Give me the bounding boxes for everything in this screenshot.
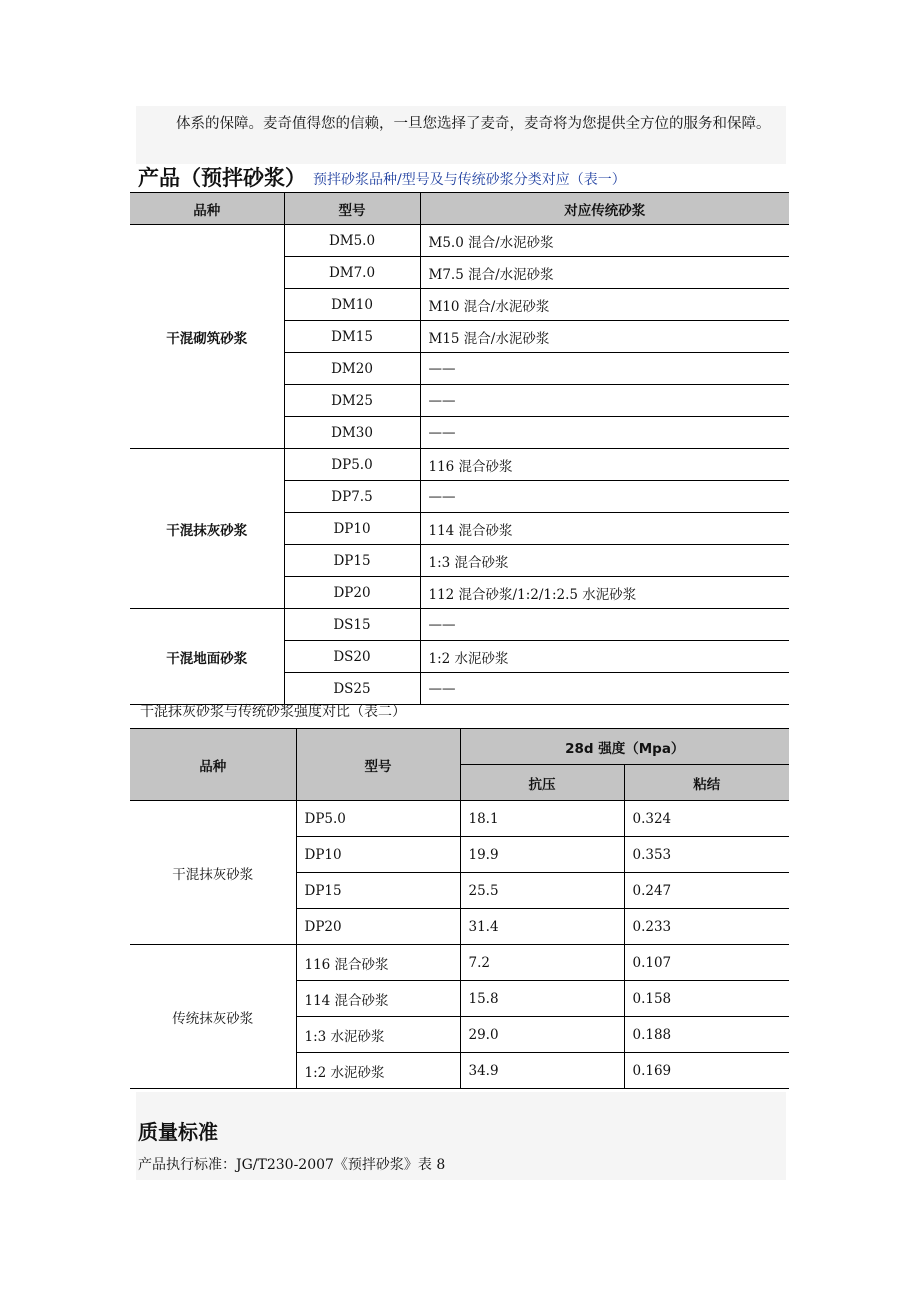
table-row bbox=[130, 801, 789, 837]
category-cell: 干混抹灰砂浆 bbox=[130, 801, 296, 945]
traditional-cell: M10 混合/水泥砂浆 bbox=[420, 289, 789, 321]
table-header-row bbox=[130, 193, 789, 225]
table-row bbox=[130, 449, 789, 481]
compressive-cell: 29.0 bbox=[460, 1017, 624, 1053]
code-cell: DM7.0 bbox=[284, 257, 420, 289]
code-cell: DP15 bbox=[284, 545, 420, 577]
table1-caption: 预拌砂浆品种/型号及与传统砂浆分类对应（表一） bbox=[313, 172, 626, 188]
code-cell: DS15 bbox=[284, 609, 420, 641]
model-cell: 114 混合砂浆 bbox=[296, 981, 460, 1017]
code-cell: DP20 bbox=[284, 577, 420, 609]
code-cell: DM30 bbox=[284, 417, 420, 449]
code-cell: DM5.0 bbox=[284, 225, 420, 257]
compressive-cell: 31.4 bbox=[460, 909, 624, 945]
bond-cell: 0.158 bbox=[624, 981, 789, 1017]
quality-heading: 质量标准 bbox=[138, 1120, 218, 1144]
compressive-cell: 19.9 bbox=[460, 837, 624, 873]
code-cell: DM25 bbox=[284, 385, 420, 417]
bond-cell: 0.107 bbox=[624, 945, 789, 981]
model-cell: DP10 bbox=[296, 837, 460, 873]
traditional-cell: —— bbox=[420, 673, 789, 705]
bond-cell: 0.233 bbox=[624, 909, 789, 945]
category-cell: 干混砌筑砂浆 bbox=[130, 225, 284, 449]
model-cell: 116 混合砂浆 bbox=[296, 945, 460, 981]
category-cell: 传统抹灰砂浆 bbox=[130, 945, 296, 1089]
traditional-cell: —— bbox=[420, 385, 789, 417]
traditional-cell: M7.5 混合/水泥砂浆 bbox=[420, 257, 789, 289]
traditional-cell: 112 混合砂浆/1:2/1:2.5 水泥砂浆 bbox=[420, 577, 789, 609]
table-row bbox=[130, 225, 789, 257]
traditional-cell: —— bbox=[420, 417, 789, 449]
bond-cell: 0.169 bbox=[624, 1053, 789, 1089]
strength-comparison-table bbox=[130, 728, 789, 1089]
bond-cell: 0.247 bbox=[624, 873, 789, 909]
code-cell: DS25 bbox=[284, 673, 420, 705]
traditional-cell: 1:2 水泥砂浆 bbox=[420, 641, 789, 673]
code-cell: DM15 bbox=[284, 321, 420, 353]
traditional-cell: —— bbox=[420, 353, 789, 385]
code-cell: DM20 bbox=[284, 353, 420, 385]
category-cell: 干混抹灰砂浆 bbox=[130, 449, 284, 609]
model-cell: DP5.0 bbox=[296, 801, 460, 837]
traditional-cell: M15 混合/水泥砂浆 bbox=[420, 321, 789, 353]
mortar-classification-table bbox=[130, 192, 789, 705]
compressive-cell: 7.2 bbox=[460, 945, 624, 981]
model-cell: DP15 bbox=[296, 873, 460, 909]
model-cell: 1:2 水泥砂浆 bbox=[296, 1053, 460, 1089]
bond-cell: 0.324 bbox=[624, 801, 789, 837]
code-cell: DP7.5 bbox=[284, 481, 420, 513]
intro-paragraph: 体系的保障。麦奇值得您的信赖，一旦您选择了麦奇，麦奇将为您提供全方位的服务和保障。 bbox=[176, 116, 771, 132]
header-variety: 品种 bbox=[130, 729, 296, 801]
code-cell: DS20 bbox=[284, 641, 420, 673]
product-heading: 产品（预拌砂浆） bbox=[138, 166, 306, 190]
header-model: 型号 bbox=[284, 193, 420, 225]
traditional-cell: 116 混合砂浆 bbox=[420, 449, 789, 481]
table2-caption: 干混抹灰砂浆与传统砂浆强度对比（表二） bbox=[140, 704, 406, 720]
code-cell: DP10 bbox=[284, 513, 420, 545]
traditional-cell: 114 混合砂浆 bbox=[420, 513, 789, 545]
compressive-cell: 15.8 bbox=[460, 981, 624, 1017]
header-strength: 28d 强度（Mpa） bbox=[460, 729, 789, 765]
quality-standard: 产品执行标准：JG/T230-2007《预拌砂浆》表 8 bbox=[138, 1157, 446, 1173]
code-cell: DP5.0 bbox=[284, 449, 420, 481]
bond-cell: 0.188 bbox=[624, 1017, 789, 1053]
traditional-cell: —— bbox=[420, 481, 789, 513]
traditional-cell: —— bbox=[420, 609, 789, 641]
table-row bbox=[130, 945, 789, 981]
traditional-cell: M5.0 混合/水泥砂浆 bbox=[420, 225, 789, 257]
header-variety: 品种 bbox=[130, 193, 284, 225]
compressive-cell: 25.5 bbox=[460, 873, 624, 909]
model-cell: 1:3 水泥砂浆 bbox=[296, 1017, 460, 1053]
compressive-cell: 18.1 bbox=[460, 801, 624, 837]
header-model: 型号 bbox=[296, 729, 460, 801]
traditional-cell: 1:3 混合砂浆 bbox=[420, 545, 789, 577]
table-row bbox=[130, 609, 789, 641]
bond-cell: 0.353 bbox=[624, 837, 789, 873]
table-header-row bbox=[130, 729, 789, 765]
model-cell: DP20 bbox=[296, 909, 460, 945]
code-cell: DM10 bbox=[284, 289, 420, 321]
category-cell: 干混地面砂浆 bbox=[130, 609, 284, 705]
header-bond: 粘结 bbox=[624, 765, 789, 801]
header-compressive: 抗压 bbox=[460, 765, 624, 801]
header-traditional: 对应传统砂浆 bbox=[420, 193, 789, 225]
compressive-cell: 34.9 bbox=[460, 1053, 624, 1089]
